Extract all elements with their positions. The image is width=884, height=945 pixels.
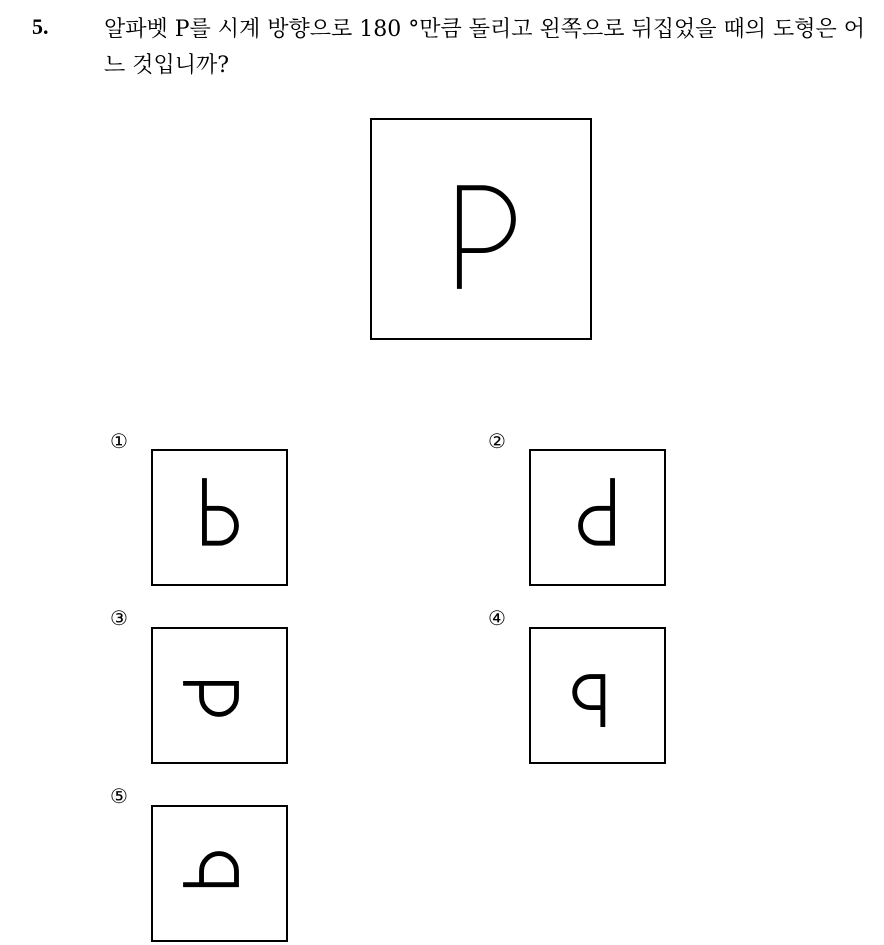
option-4-figure	[531, 629, 664, 762]
option-3-figure	[153, 629, 286, 762]
option-1-marker[interactable]: ①	[110, 429, 128, 453]
option-4-marker[interactable]: ④	[488, 606, 506, 630]
question-number: 5.	[32, 14, 49, 39]
option-3-marker[interactable]: ③	[110, 606, 128, 630]
question-text: 알파벳 P를 시계 방향으로 180 °만큼 돌리고 왼쪽으로 뒤집었을 때의 도형은 어느 것입니까?	[104, 17, 866, 78]
option-5-box[interactable]	[151, 805, 288, 942]
option-2-marker[interactable]: ②	[488, 429, 506, 453]
option-3-box[interactable]	[151, 627, 288, 764]
option-5-marker[interactable]: ⑤	[110, 784, 128, 808]
option-2-box[interactable]	[529, 449, 666, 586]
option-2-figure	[531, 451, 664, 584]
letter-p-figure	[372, 120, 590, 338]
main-figure-box	[370, 118, 592, 340]
option-5-figure	[153, 807, 286, 940]
option-1-box[interactable]	[151, 449, 288, 586]
option-1-figure	[153, 451, 286, 584]
option-4-box[interactable]	[529, 627, 666, 764]
